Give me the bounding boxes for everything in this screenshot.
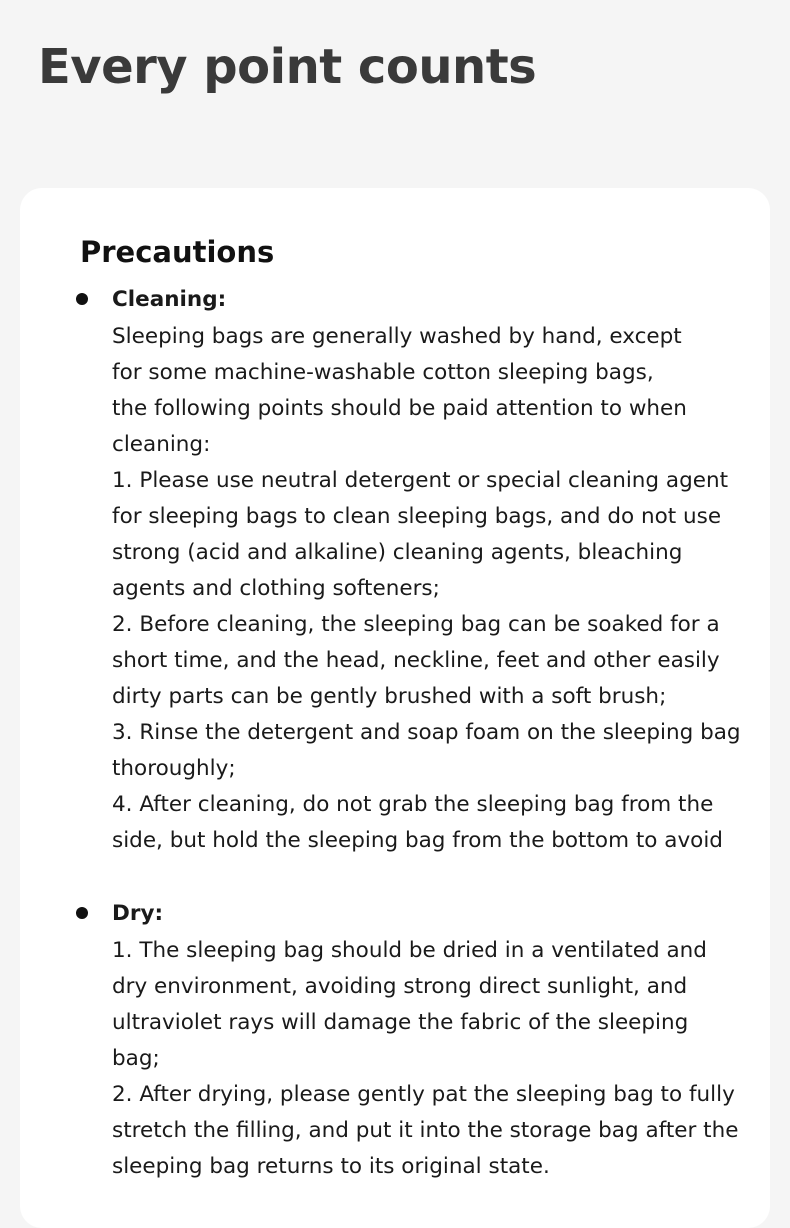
item-heading: Cleaning: <box>112 287 227 312</box>
body-line: bag; <box>112 1046 160 1071</box>
item-body <box>112 319 762 859</box>
body-line: for some machine-washable cotton sleeping bags, <box>112 360 654 385</box>
body-line: stretch the filling, and put it into the storage bag after the <box>112 1118 739 1143</box>
body-line: 1. The sleeping bag should be dried in a ventilated and <box>112 938 707 963</box>
precautions-card <box>20 188 770 1228</box>
item-heading: Dry: <box>112 901 164 926</box>
body-line: 3. Rinse the detergent and soap foam on the sleeping bag <box>112 720 741 745</box>
body-line: cleaning: <box>112 432 211 457</box>
body-line: thoroughly; <box>112 756 236 781</box>
body-line: sleeping bag returns to its original state. <box>112 1154 550 1179</box>
body-line: dirty parts can be gently brushed with a soft brush; <box>112 684 667 709</box>
body-line: 1. Please use neutral detergent or special cleaning agent <box>112 468 729 493</box>
body-line: the following points should be paid attention to when <box>112 396 687 421</box>
body-line: side, but hold the sleeping bag from the bottom to avoid <box>112 828 723 853</box>
body-line: 2. After drying, please gently pat the sleeping bag to fully <box>112 1082 735 1107</box>
body-line: for sleeping bags to clean sleeping bags, and do not use <box>112 504 722 529</box>
body-line: agents and clothing softeners; <box>112 576 440 601</box>
body-line: Sleeping bags are generally washed by hand, except <box>112 324 682 349</box>
body-line: strong (acid and alkaline) cleaning agents, bleaching <box>112 540 683 565</box>
item-body <box>112 933 762 1185</box>
body-line: dry environment, avoiding strong direct sunlight, and <box>112 974 688 999</box>
section-title: Precautions <box>80 235 275 269</box>
page-title: Every point counts <box>38 39 537 95</box>
body-line: ultraviolet rays will damage the fabric of the sleeping <box>112 1010 689 1035</box>
bullet-icon <box>76 293 88 305</box>
body-line: 4. After cleaning, do not grab the sleeping bag from the <box>112 792 714 817</box>
bullet-icon <box>76 907 88 919</box>
body-line: short time, and the head, neckline, feet and other easily <box>112 648 720 673</box>
body-line: 2. Before cleaning, the sleeping bag can be soaked for a <box>112 612 720 637</box>
